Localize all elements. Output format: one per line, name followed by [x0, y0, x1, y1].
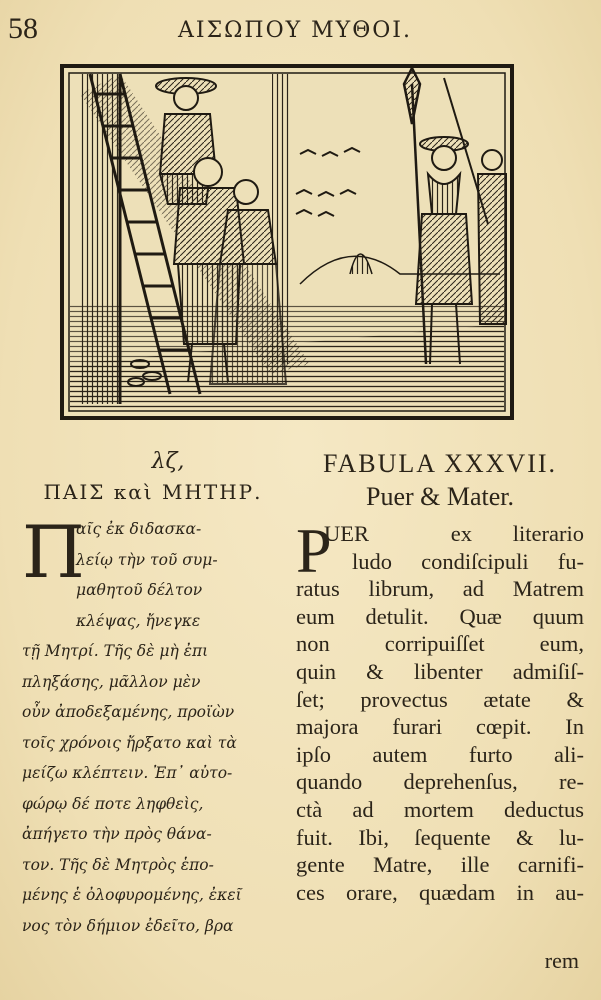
- page-number: 58: [8, 12, 38, 45]
- latin-line: ratus librum, ad Matrem: [296, 576, 584, 602]
- latin-line: ipſo autem furto ali-: [296, 741, 584, 767]
- greek-line: πληξάσης, μᾶλλον μὲν: [22, 672, 201, 691]
- greek-fable-number: λζ,: [151, 449, 185, 474]
- latin-line: majora furari cœpit. In: [296, 714, 584, 740]
- catchword: rem: [544, 948, 579, 973]
- latin-fable-number: FABULA XXXVII.: [322, 449, 558, 478]
- greek-line: τον. Τῆς δὲ Μητρὸς ἑπο-: [22, 855, 214, 874]
- greek-text: [22, 510, 284, 941]
- latin-line: quando deprehenſus, re-: [296, 769, 584, 795]
- latin-line: non corripuiſſet eum,: [296, 631, 584, 657]
- greek-drop-capital: Π: [22, 510, 85, 594]
- latin-line: eum detulit. Quæ quum: [296, 603, 584, 629]
- greek-line: τῇ Μητρί. Τῆς δὲ μὴ ἐπι: [22, 642, 209, 660]
- latin-column: [296, 448, 584, 906]
- greek-line: κλέψας, ἤνεγκε: [76, 611, 201, 630]
- latin-line-text: ex literario: [450, 521, 585, 546]
- greek-line: μαθητοῦ δέλτον: [76, 581, 203, 599]
- greek-line: νος τὸν δήμιον ἐδεῖτο, βρα: [22, 916, 234, 935]
- latin-line: ludo condiſcipuli fu-: [352, 548, 584, 574]
- latin-line: fuit. Ibi, ſequente & lu-: [296, 824, 584, 850]
- latin-text: [296, 515, 585, 906]
- latin-line: quin & libenter admiſiſ-: [296, 658, 584, 684]
- greek-line: τοῖς χρόνοις ἤρξατο καὶ τὰ: [22, 733, 237, 752]
- running-head: ΑΙΣΩΠΟΥ ΜΥΘΟΙ.: [178, 18, 412, 43]
- latin-line: ces orare, quædam in au-: [296, 879, 584, 905]
- greek-line: αῖς ἐκ διδασκα-: [76, 520, 202, 538]
- latin-line: ſet; provectus ætate &: [296, 686, 584, 712]
- greek-line: μείζω κλέπτειν. Ἐπ᾽ αὐτο-: [22, 764, 233, 782]
- greek-line: μένης ἑ ὀλοφυρομένης, ἐκεῖ: [22, 886, 242, 904]
- greek-column: [22, 448, 284, 941]
- latin-first-word: UER: [324, 521, 369, 546]
- woodcut-illustration: [60, 64, 514, 420]
- greek-line: φώρῳ δέ ποτε ληφθεὶς,: [22, 794, 204, 813]
- greek-fable-title: ΠΑΙΣ καὶ ΜΗΤΗΡ.: [43, 480, 263, 504]
- latin-fable-title: Puer & Mater.: [365, 482, 515, 511]
- latin-line: gente Matre, ille carnifi-: [296, 852, 584, 878]
- greek-line: οὖν ἀποδεξαμένης, προϊὼν: [22, 703, 235, 721]
- greek-line: ἀπήγετο τὴν πρὸς θάνα-: [22, 825, 212, 843]
- latin-drop-capital: P: [296, 515, 332, 586]
- latin-line: ctà ad mortem deductus: [296, 796, 584, 822]
- greek-line: λείῳ τὴν τοῦ συμ-: [76, 550, 218, 569]
